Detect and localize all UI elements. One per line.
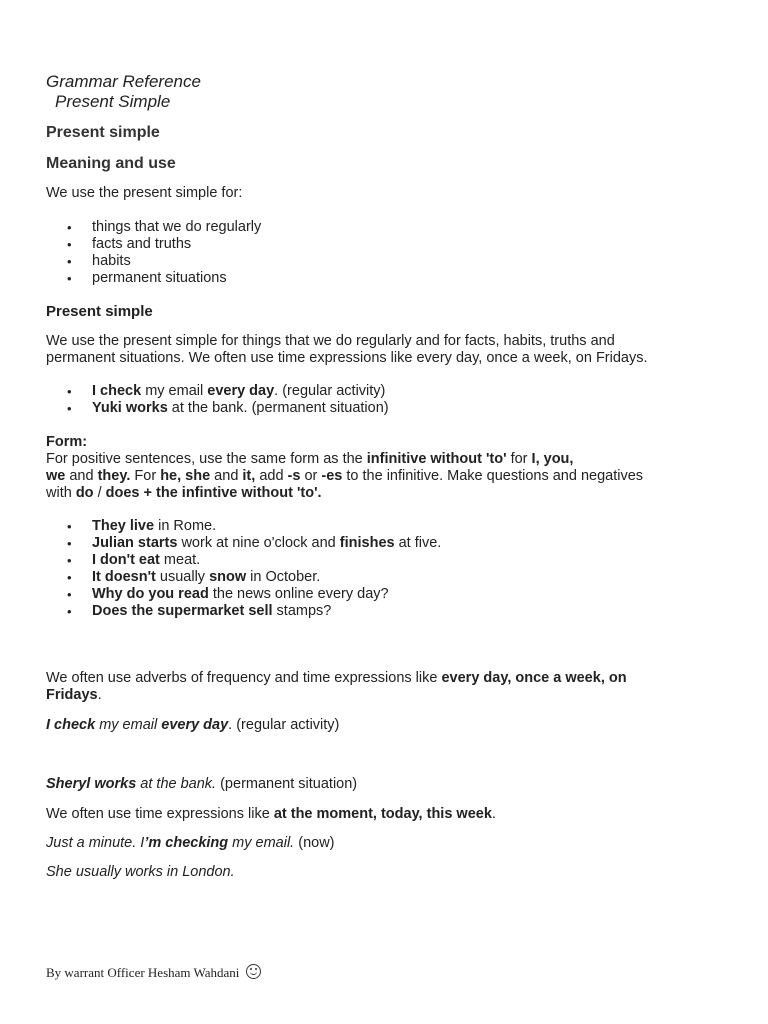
list-item: • Why do you read the news online every day? — [46, 586, 441, 603]
list-item: • I don't eat meat. — [46, 552, 441, 569]
document-title: Grammar Reference — [46, 72, 201, 91]
form-line: we and they. For he, she and it, add -s or -es to the infinitive. Make questions and negatives — [46, 468, 644, 484]
form-line: For positive sentences, use the same form as the infinitive without 'to' for I, you, — [46, 451, 574, 467]
document-subtitle: Present Simple — [55, 92, 171, 111]
list-item: • They live in Rome. — [46, 518, 441, 535]
uses-list — [46, 219, 261, 287]
adverbs-line: We often use adverbs of frequency and time expressions like every day, once a week, on — [46, 670, 627, 686]
intro-text: We use the present simple for: — [46, 185, 243, 201]
list-item: • Julian starts work at nine o'clock and finishes at five. — [46, 535, 441, 552]
paragraph-line: We use the present simple for things that we do regularly and for facts, habits, truths and — [46, 333, 615, 349]
example-sheryl: Sheryl works at the bank. (permanent situation) — [46, 776, 358, 792]
example-minute: Just a minute. I’m checking my email. (now) — [46, 835, 335, 851]
list-item: • It doesn't usually snow in October. — [46, 569, 441, 586]
footer-credit — [46, 964, 261, 981]
examples-list-2 — [46, 518, 441, 620]
list-item: • Does the supermarket sell stamps? — [46, 603, 441, 620]
section-heading-present-simple: Present simple — [46, 303, 153, 320]
paragraph-line: permanent situations. We often use time expressions like every day, once a week, on Fridays. — [46, 350, 648, 366]
list-item: • things that we do regularly — [46, 219, 261, 236]
list-item: • habits — [46, 253, 261, 270]
form-line: with do / does + the infintive without 'to'. — [46, 485, 322, 501]
footer-text: By warrant Officer Hesham Wahdani — [46, 965, 240, 980]
list-item: • permanent situations — [46, 270, 261, 287]
list-item: • facts and truths — [46, 236, 261, 253]
adverbs-line: Fridays. — [46, 687, 102, 703]
time-expressions-line: We often use time expressions like at the moment, today, this week. — [46, 806, 496, 822]
example-london: She usually works in London. — [46, 864, 235, 880]
list-item: • I check my email every day. (regular activity) — [46, 383, 389, 400]
example-check: I check my email every day. (regular activity) — [46, 717, 340, 733]
list-item: • Yuki works at the bank. (permanent situation) — [46, 400, 389, 417]
heading-present-simple: Present simple — [46, 124, 160, 141]
examples-list-1 — [46, 383, 389, 417]
heading-meaning-and-use: Meaning and use — [46, 155, 176, 172]
form-label: Form: — [46, 434, 88, 450]
smiley-icon — [246, 964, 261, 979]
